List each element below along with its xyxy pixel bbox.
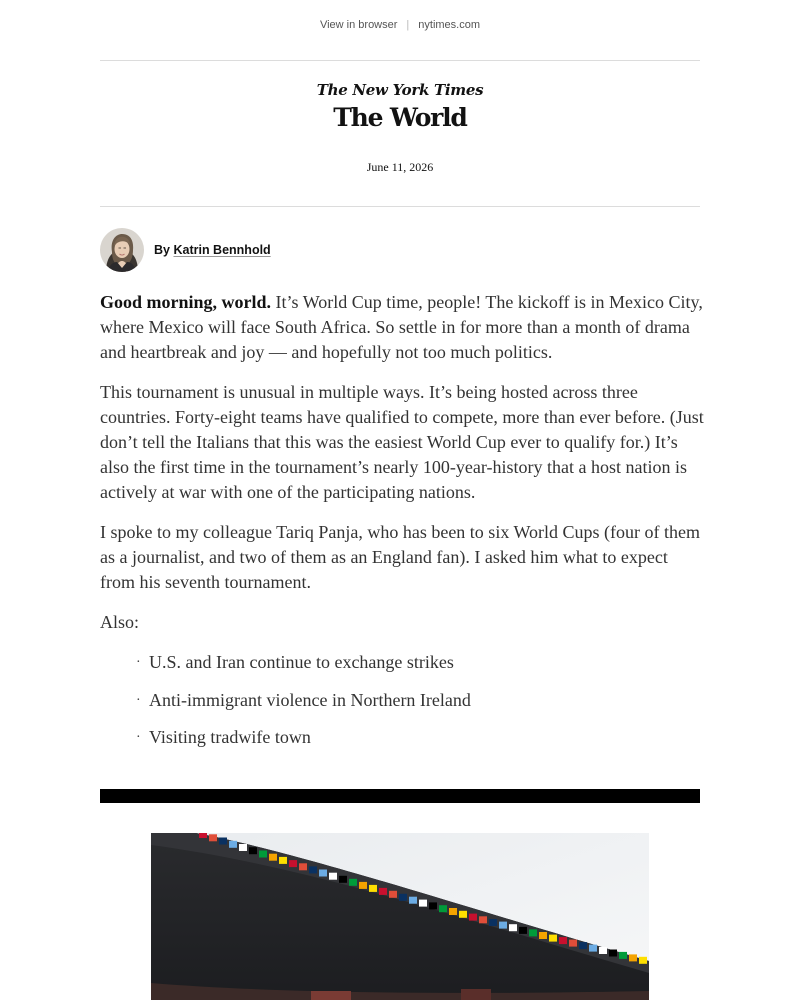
byline-prefix: By	[154, 243, 170, 257]
byline	[100, 228, 271, 272]
flag	[479, 916, 487, 923]
flag	[329, 873, 337, 880]
flag	[599, 947, 607, 954]
flag	[199, 833, 207, 838]
flag	[489, 919, 497, 926]
flag	[369, 885, 377, 892]
paragraph-1	[100, 290, 705, 365]
flag	[229, 841, 237, 848]
list-item-text: U.S. and Iran continue to exchange strikes	[149, 652, 454, 672]
flag	[419, 900, 427, 907]
flag	[449, 908, 457, 915]
flag	[559, 937, 567, 944]
flag	[309, 866, 317, 873]
flag	[269, 854, 277, 861]
bullet-icon: ·	[136, 692, 141, 708]
flag	[209, 834, 217, 841]
flag	[219, 838, 227, 845]
flag	[529, 929, 537, 936]
headline-list	[136, 650, 705, 750]
flag	[569, 940, 577, 947]
header-divider	[100, 206, 700, 207]
flag	[469, 914, 477, 921]
flag	[359, 882, 367, 889]
flag	[239, 844, 247, 851]
issue-date: June 11, 2026	[366, 160, 434, 174]
flag	[259, 851, 267, 858]
section-bar	[100, 789, 700, 803]
paragraph-3: I spoke to my colleague Tariq Panja, who has been to six World Cups (four of them as a journalist, and two of them as an England fan). I asked him what to expect from his seventh tournament.	[100, 522, 701, 592]
nyt-logo[interactable]: The New York Times	[316, 81, 484, 99]
list-item[interactable]	[136, 688, 705, 713]
flag	[459, 911, 467, 918]
flag	[389, 891, 397, 898]
newsletter-title: The World	[333, 103, 467, 132]
flag	[299, 863, 307, 870]
author-link[interactable]: Katrin Bennhold	[173, 243, 271, 257]
flag	[349, 879, 357, 886]
flag	[629, 954, 637, 961]
nytimes-link[interactable]: nytimes.com	[418, 19, 481, 31]
paragraph-2: This tournament is unusual in multiple ways. It’s being hosted across three countries. Forty-eight teams have qualified to compete, more than ever before. (Just don’t tell the Italians that this was the easiest World Cup ever to qualify for.) It’s also the first time in the tournament’s nearly 100-year-history that a host nation is actively at war with one of the participating nations.	[100, 382, 704, 502]
flag	[609, 950, 617, 957]
list-item-text: Anti-immigrant violence in Northern Ireland	[149, 689, 471, 710]
flag	[549, 935, 557, 942]
list-item-text: Visiting tradwife town	[149, 727, 311, 747]
flag	[319, 870, 327, 877]
lead-greeting: Good morning, world.	[100, 292, 272, 312]
flag	[579, 942, 587, 949]
bullet-icon: ·	[136, 655, 141, 670]
flag	[249, 847, 257, 854]
flag	[399, 894, 407, 901]
paragraph-1-text: It’s World Cup time, people! The kickoff is in Mexico City, where Mexico will face South Africa. So settle in for more than a month of drama and heartbreak and joy — and hopefully not too much politics.	[100, 292, 703, 362]
masthead	[0, 80, 800, 133]
flag	[619, 952, 627, 959]
top-divider	[100, 60, 700, 61]
list-item[interactable]	[136, 725, 705, 750]
flag	[589, 945, 597, 952]
top-links	[0, 17, 800, 33]
stadium-photo[interactable]	[151, 833, 649, 1000]
flag	[339, 876, 347, 883]
link-separator: |	[406, 19, 410, 31]
flag	[639, 957, 647, 964]
article-body	[100, 290, 705, 763]
flag	[279, 857, 287, 864]
byline-text	[154, 243, 271, 257]
bullet-icon: ·	[136, 730, 141, 745]
author-avatar[interactable]	[100, 228, 144, 272]
flag	[379, 888, 387, 895]
flag	[499, 922, 507, 929]
flag	[409, 897, 417, 904]
flag	[289, 860, 297, 867]
flag	[429, 902, 437, 909]
flag	[539, 932, 547, 939]
also-label: Also:	[100, 612, 140, 632]
view-in-browser-link[interactable]: View in browser	[319, 19, 398, 31]
flag	[519, 927, 527, 934]
flag	[439, 905, 447, 912]
flag	[509, 924, 517, 931]
list-item[interactable]	[136, 650, 705, 675]
